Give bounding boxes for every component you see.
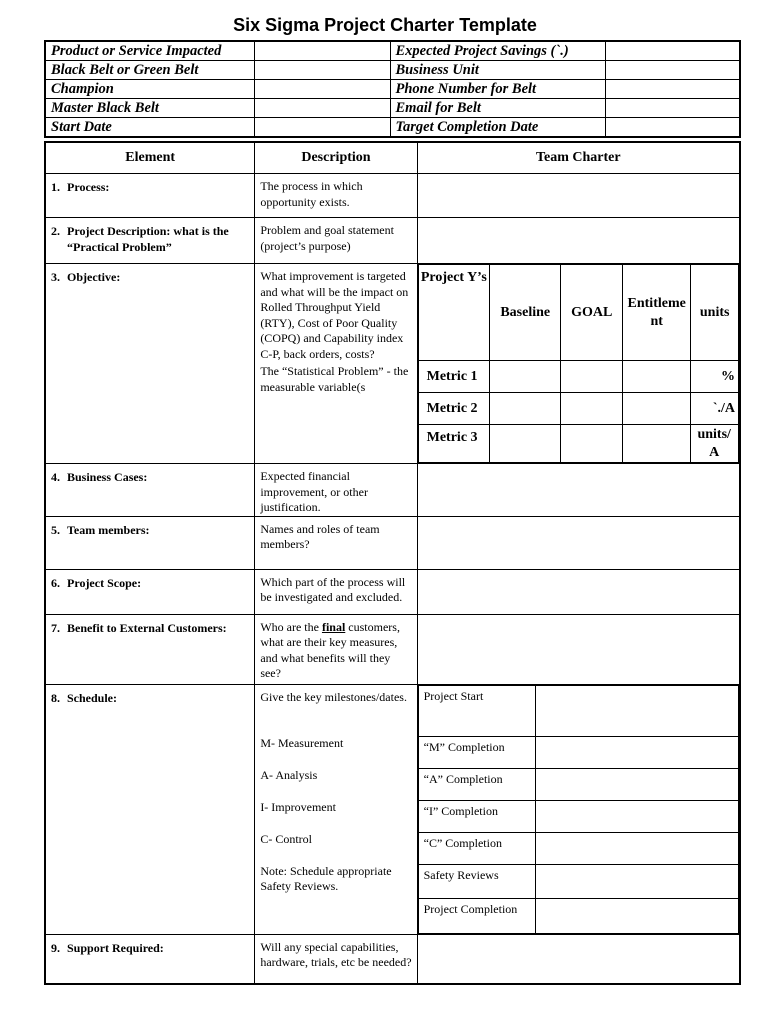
column-header-row xyxy=(45,142,740,174)
description-cell: Expected financial improvement, or other justification. xyxy=(255,464,417,517)
project-completion-input[interactable] xyxy=(535,898,738,933)
element-cell xyxy=(45,614,255,684)
schedule-label: “C” Completion xyxy=(418,832,535,864)
metric-units: % xyxy=(691,361,739,393)
header-label: Phone Number for Belt xyxy=(390,80,606,99)
element-label: Team members: xyxy=(67,522,150,537)
project-description-input[interactable] xyxy=(417,218,740,264)
m-completion-input[interactable] xyxy=(535,736,738,768)
metric-row xyxy=(418,361,738,393)
header-label: Target Completion Date xyxy=(390,118,606,138)
schedule-step: M- Measurement xyxy=(260,735,344,750)
charter-row-benefit xyxy=(45,614,740,684)
header-row xyxy=(45,61,740,80)
start-date-field[interactable] xyxy=(255,118,390,138)
metrics-cell xyxy=(417,264,740,464)
element-label: Schedule: xyxy=(67,690,118,705)
schedule-label: Project Completion xyxy=(418,898,535,933)
item-number: 6. xyxy=(51,575,60,590)
phone-field[interactable] xyxy=(606,80,740,99)
element-label: Support Required: xyxy=(67,940,164,955)
charter-row-business-cases xyxy=(45,464,740,517)
metric-goal-input[interactable] xyxy=(561,393,623,425)
element-cell xyxy=(45,569,255,614)
column-header-element: Element xyxy=(45,142,255,174)
email-field[interactable] xyxy=(606,99,740,118)
header-row xyxy=(45,99,740,118)
schedule-row xyxy=(418,898,738,933)
a-completion-input[interactable] xyxy=(535,768,738,800)
description-cell: Will any special capabilities, hardware, trials, etc be needed? xyxy=(255,934,417,984)
element-cell xyxy=(45,218,255,264)
metric-units: units/A xyxy=(691,425,739,463)
description-text: Who are the xyxy=(260,619,322,634)
description-cell xyxy=(255,264,417,464)
description-cell: Names and roles of team members? xyxy=(255,516,417,569)
metric-goal-input[interactable] xyxy=(561,425,623,463)
item-number: 3. xyxy=(51,270,60,284)
metric-entitlement-input[interactable] xyxy=(622,393,690,425)
description-cell xyxy=(255,684,417,934)
champion-field[interactable] xyxy=(255,80,390,99)
c-completion-input[interactable] xyxy=(535,832,738,864)
header-info-table xyxy=(44,40,741,138)
metrics-header-row xyxy=(418,265,738,361)
page-title: Six Sigma Project Charter Template xyxy=(233,15,537,35)
charter-row-objective xyxy=(45,264,740,464)
header-label: Master Black Belt xyxy=(45,99,255,118)
item-number: 2. xyxy=(51,224,60,238)
column-header-team-charter: Team Charter xyxy=(417,142,740,174)
element-cell xyxy=(45,264,255,464)
header-label: Product or Service Impacted xyxy=(45,41,255,61)
metric-goal-input[interactable] xyxy=(561,361,623,393)
schedule-row xyxy=(418,685,738,736)
target-completion-field[interactable] xyxy=(606,118,740,138)
element-label: Process: xyxy=(67,180,110,194)
benefit-input[interactable] xyxy=(417,614,740,684)
header-row xyxy=(45,80,740,99)
schedule-label: Project Start xyxy=(418,685,535,736)
description-cell xyxy=(255,614,417,684)
metric-units: `./A xyxy=(691,393,739,425)
header-label: Email for Belt xyxy=(390,99,606,118)
schedule-row xyxy=(418,768,738,800)
schedule-label: “M” Completion xyxy=(418,736,535,768)
description-cell: The process in which opportunity exists. xyxy=(255,174,417,218)
belt-field[interactable] xyxy=(255,61,390,80)
item-number: 9. xyxy=(51,940,60,955)
metric-label: Metric 3 xyxy=(418,425,489,463)
schedule-label: Safety Reviews xyxy=(418,864,535,898)
element-cell xyxy=(45,464,255,517)
support-input[interactable] xyxy=(417,934,740,984)
i-completion-input[interactable] xyxy=(535,800,738,832)
metric-baseline-input[interactable] xyxy=(490,393,561,425)
schedule-step: A- Analysis xyxy=(260,767,318,782)
metrics-header: GOAL xyxy=(561,265,623,361)
metric-baseline-input[interactable] xyxy=(490,425,561,463)
schedule-label: “A” Completion xyxy=(418,768,535,800)
schedule-row xyxy=(418,736,738,768)
project-scope-input[interactable] xyxy=(417,569,740,614)
item-number: 7. xyxy=(51,620,60,635)
charter-row-support xyxy=(45,934,740,984)
schedule-row xyxy=(418,832,738,864)
safety-reviews-input[interactable] xyxy=(535,864,738,898)
schedule-description: Give the key milestones/dates. xyxy=(260,689,407,704)
schedule-row xyxy=(418,800,738,832)
metric-row xyxy=(418,425,738,463)
metric-entitlement-input[interactable] xyxy=(622,361,690,393)
description-cell: Problem and goal statement (project’s purpose) xyxy=(255,218,417,264)
item-number: 4. xyxy=(51,470,60,484)
charter-table xyxy=(44,141,741,985)
metrics-table xyxy=(418,264,739,463)
item-number: 5. xyxy=(51,522,60,537)
metrics-header: units xyxy=(691,265,739,361)
charter-row-project-scope xyxy=(45,569,740,614)
schedule-note: Note: Schedule appropriate Safety Reviews. xyxy=(260,863,392,893)
team-members-input[interactable] xyxy=(417,516,740,569)
metric-entitlement-input[interactable] xyxy=(622,425,690,463)
schedule-row xyxy=(418,864,738,898)
business-unit-field[interactable] xyxy=(606,61,740,80)
element-label: Objective: xyxy=(67,270,121,284)
expected-savings-field[interactable] xyxy=(606,41,740,61)
element-label: Benefit to External Customers: xyxy=(67,620,227,635)
project-start-input[interactable] xyxy=(535,685,738,736)
master-black-belt-field[interactable] xyxy=(255,99,390,118)
metric-label: Metric 2 xyxy=(418,393,489,425)
header-row xyxy=(45,41,740,61)
element-cell xyxy=(45,934,255,984)
business-cases-input[interactable] xyxy=(417,464,740,517)
element-label: Business Cases: xyxy=(67,470,148,484)
header-label: Champion xyxy=(45,80,255,99)
metrics-header: Entitlement xyxy=(622,265,690,361)
item-number: 8. xyxy=(51,690,60,705)
charter-row-team-members xyxy=(45,516,740,569)
element-cell xyxy=(45,684,255,934)
item-number: 1. xyxy=(51,180,60,194)
schedule-cell xyxy=(417,684,740,934)
element-cell xyxy=(45,516,255,569)
element-label: Project Scope: xyxy=(67,575,142,590)
charter-row-schedule xyxy=(45,684,740,934)
charter-row-process xyxy=(45,174,740,218)
header-label: Start Date xyxy=(45,118,255,138)
product-service-field[interactable] xyxy=(255,41,390,61)
header-label: Business Unit xyxy=(390,61,606,80)
header-label: Expected Project Savings (`.) xyxy=(390,41,606,61)
statistical-problem-text: The “Statistical Problem” - the measurable variable(s xyxy=(260,364,409,394)
header-label: Black Belt or Green Belt xyxy=(45,61,255,80)
schedule-step: I- Improvement xyxy=(260,799,336,814)
process-input[interactable] xyxy=(417,174,740,218)
element-cell xyxy=(45,174,255,218)
column-header-description: Description xyxy=(255,142,417,174)
header-row xyxy=(45,118,740,138)
charter-row-project-description xyxy=(45,218,740,264)
description-emphasis: final xyxy=(321,619,346,634)
element-label: Project Description: what is the “Practical Problem” xyxy=(67,224,229,254)
metric-label: Metric 1 xyxy=(418,361,489,393)
metrics-header: Baseline xyxy=(490,265,561,361)
schedule-label: “I” Completion xyxy=(418,800,535,832)
description-text: customers, what are their key measures, and what benefits will they see? xyxy=(260,619,400,680)
schedule-table xyxy=(418,685,739,934)
objective-description: What improvement is targeted and what will be the impact on Rolled Throughput Yield (RTY), Cost of Poor Quality (COPQ) and Capability index C-P, back orders, costs? xyxy=(260,269,409,361)
metric-row xyxy=(418,393,738,425)
metrics-header: Project Y’s xyxy=(418,265,489,361)
description-cell: Which part of the process will be investigated and excluded. xyxy=(255,569,417,614)
metric-baseline-input[interactable] xyxy=(490,361,561,393)
schedule-step: C- Control xyxy=(260,831,312,846)
